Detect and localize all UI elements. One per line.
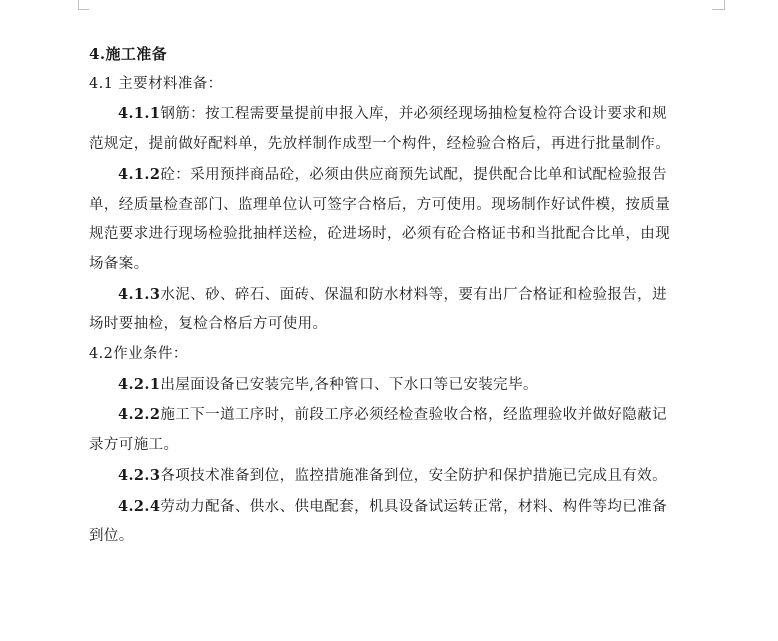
paragraph-4-2-2-line-1 [89, 400, 714, 431]
paragraph-4-2-2-line-2: 录方可施工。 [89, 437, 179, 454]
paragraph-4-1-1-line-2: 范规定，提前做好配料单，先放样制作成型一个构件，经检验合格后，再进行批量制作。 [89, 136, 671, 153]
paragraph-text: 水泥、砂、碎石、面砖、保温和防水材料等，要有出厂合格证和检验报告，进 [160, 286, 667, 303]
paragraph-number: 4.1.3 [118, 285, 161, 303]
paragraph-4-1-3-line-2: 场时要抽检，复检合格后方可使用。 [89, 316, 328, 333]
section-heading: 4.施工准备 [89, 45, 168, 63]
paragraph-text: 劳动力配备、供水、供电配套，机具设备试运转正常，材料、构件等均已准备 [160, 498, 667, 515]
paragraph-number: 4.2.4 [118, 497, 161, 515]
paragraph-number: 4.1.2 [118, 165, 161, 183]
paragraph-4-1-2-line-3: 规范要求进行现场检验批抽样送检，砼进场时，必须有砼合格证书和当批配合比单，由现 [89, 226, 671, 243]
paragraph-text: 施工下一道工序时，前段工序必须经检查验收合格，经监理验收并做好隐蔽记 [160, 407, 667, 424]
paragraph-number: 4.1.1 [118, 105, 161, 123]
document-body [89, 40, 714, 552]
paragraph-number: 4.2.2 [118, 406, 161, 424]
paragraph-text: 砼：采用预拌商品砼，必须由供应商预先试配，提供配合比单和试配检验报告 [160, 166, 667, 183]
subsection-4-1-title: 4.1 主要材料准备： [89, 75, 223, 92]
page-margin-corner-top-left [78, 0, 89, 10]
paragraph-4-1-1-line-1 [89, 99, 714, 130]
page-margin-corner-top-right [712, 0, 725, 10]
paragraph-4-1-3-line-1 [89, 280, 714, 311]
paragraph-4-2-3-line-1 [89, 461, 714, 492]
paragraph-4-2-4-line-1 [89, 492, 714, 523]
paragraph-number: 4.2.3 [118, 466, 161, 484]
paragraph-4-1-2-line-1 [89, 160, 714, 191]
paragraph-4-2-1-line-1 [89, 370, 714, 401]
paragraph-4-1-2-line-4: 场备案。 [89, 255, 149, 272]
paragraph-number: 4.2.1 [118, 375, 161, 393]
paragraph-text: 钢筋：按工程需要量提前申报入库，并必须经现场抽检复检符合设计要求和规 [160, 106, 667, 123]
paragraph-text: 出屋面设备已安装完毕,各种管口、下水口等已安装完毕。 [160, 376, 538, 393]
paragraph-4-1-2-line-2: 单，经质量检查部门、监理单位认可签字合格后，方可使用。现场制作好试件模，按质量 [89, 196, 671, 213]
paragraph-4-2-4-line-2: 到位。 [89, 528, 134, 545]
paragraph-text: 各项技术准备到位，监控措施准备到位，安全防护和保护措施已完成且有效。 [160, 467, 667, 484]
subsection-4-2-title: 4.2作业条件： [89, 346, 188, 363]
